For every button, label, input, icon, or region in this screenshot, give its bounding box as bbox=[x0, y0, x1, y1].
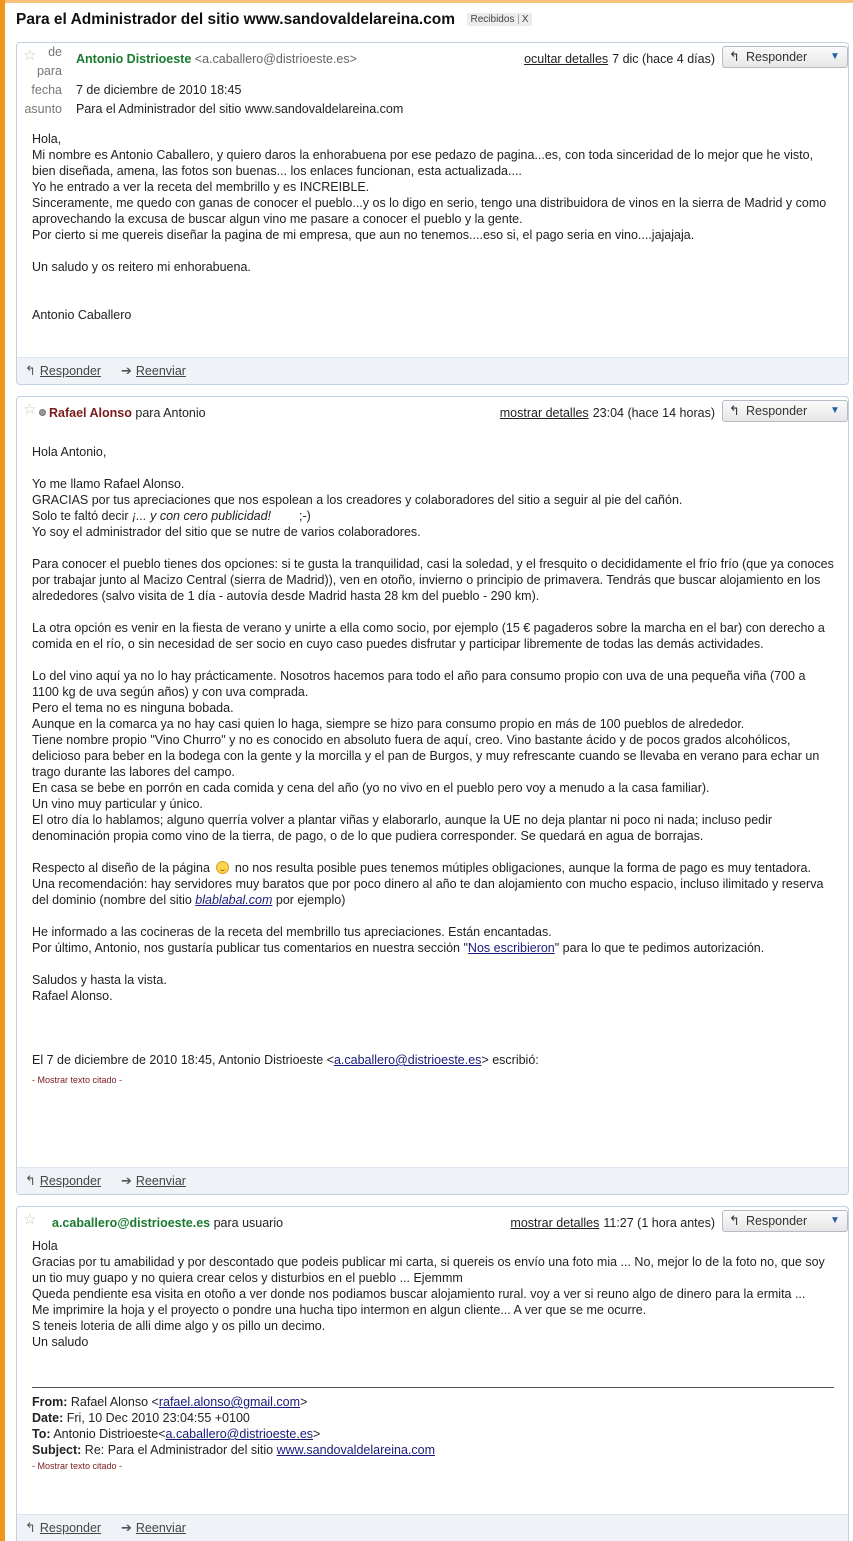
message-details bbox=[21, 43, 403, 119]
reply-icon: ↰ bbox=[25, 1173, 36, 1188]
show-quoted-text-link[interactable]: - Mostrar texto citado - bbox=[32, 1461, 123, 1471]
body-line bbox=[32, 508, 834, 524]
smiley-icon bbox=[216, 861, 229, 874]
body-line: Un saludo y os reitero mi enhorabuena. bbox=[32, 260, 251, 274]
sender-email: <a.caballero@distrioeste.es> bbox=[194, 52, 357, 66]
sender-line bbox=[39, 406, 206, 420]
detail-row-to bbox=[21, 62, 403, 81]
label-remove-icon[interactable]: X bbox=[521, 14, 529, 25]
quote-attribution bbox=[32, 1052, 834, 1068]
body-line: Hola Antonio, bbox=[32, 445, 107, 459]
quoted-email-link[interactable]: a.caballero@distrioeste.es bbox=[333, 1053, 482, 1067]
message-body bbox=[32, 1238, 834, 1472]
body-line bbox=[32, 940, 834, 956]
detail-value: Para el Administrador del sitio www.sandovaldelareina.com bbox=[76, 102, 404, 116]
star-icon[interactable]: ☆ bbox=[23, 401, 37, 418]
body-line bbox=[32, 876, 834, 908]
text-span: Fri, 10 Dec 2010 23:04:55 +0100 bbox=[66, 1411, 250, 1425]
body-line: Sinceramente, me quedo con ganas de conocer el pueblo...y os lo digo en serio, tengo una distribuidora de vinos en la sierra de Madrid y como aprovechando la excusa de buscar algun vino me pasare a conocer el pueblo y la gente. bbox=[32, 196, 827, 226]
forward-icon: ➔ bbox=[121, 1520, 132, 1535]
footer-reply-label: Responder bbox=[39, 1521, 102, 1535]
footer-reply-button[interactable] bbox=[25, 363, 101, 379]
dropdown-arrow-icon: ▼ bbox=[830, 405, 840, 416]
body-line bbox=[32, 860, 834, 876]
reply-button[interactable] bbox=[722, 400, 824, 422]
reply-icon: ↰ bbox=[25, 1520, 36, 1535]
reply-icon: ↰ bbox=[25, 363, 36, 378]
star-icon[interactable]: ☆ bbox=[23, 47, 37, 64]
fwd-date-row bbox=[32, 1410, 834, 1426]
reply-button[interactable] bbox=[722, 1210, 824, 1232]
text-span: no nos resulta posible pues tenemos mútiples obligaciones, aunque la forma de pago es muy tentadora. bbox=[234, 861, 811, 875]
forward-icon: ➔ bbox=[121, 363, 132, 378]
fwd-from-row bbox=[32, 1394, 834, 1410]
message-date: 11:27 (1 hora antes) bbox=[603, 1216, 715, 1230]
fwd-label: To: bbox=[32, 1427, 51, 1441]
show-details-link[interactable]: mostrar detalles bbox=[510, 1216, 600, 1230]
body-line: Un saludo bbox=[32, 1335, 89, 1349]
show-quoted-text-link[interactable]: - Mostrar texto citado - bbox=[32, 1075, 123, 1085]
footer-reply-label: Responder bbox=[39, 1174, 102, 1188]
body-line: Hola bbox=[32, 1239, 58, 1253]
thread-title: Para el Administrador del sitio www.sandovaldelareina.com bbox=[16, 11, 456, 28]
text-span: Por último, Antonio, nos gustaría publicar tus comentarios en nuestra sección " bbox=[32, 941, 468, 955]
body-line: GRACIAS por tus apreciaciones que nos espolean a los creadores y colaboradores del sitio a seguir al pie del cañón. bbox=[32, 493, 683, 507]
detail-row-date bbox=[21, 81, 403, 100]
recipient-text: para Antonio bbox=[135, 406, 206, 420]
label-chip-text: Recibidos bbox=[470, 14, 515, 25]
footer-forward-label: Reenviar bbox=[135, 1174, 186, 1188]
detail-key: de bbox=[48, 45, 62, 59]
dropdown-arrow-icon: ▼ bbox=[830, 1215, 840, 1226]
text-span: ;-) bbox=[299, 509, 311, 523]
body-line: Aunque en la comarca ya no hay casi quien lo haga, siempre se hizo para consumo propio en más de 100 pueblos de alrededor. bbox=[32, 717, 745, 731]
message-body bbox=[32, 131, 834, 323]
detail-key: asunto bbox=[24, 102, 62, 116]
body-line: Pero el tema no es ninguna bobada. bbox=[32, 701, 234, 715]
body-line: Lo del vino aquí ya no lo hay prácticamente. Nosotros hacemos para todo el año para consumo propio con uva de una pequeña viña (700 a 1100 kg de uva según años) y con uva comprada. bbox=[32, 669, 806, 699]
body-line: Yo soy el administrador del sitio que se nutre de varios colaboradores. bbox=[32, 525, 421, 539]
footer-forward-label: Reenviar bbox=[135, 1521, 186, 1535]
body-line: Un vino muy particular y único. bbox=[32, 797, 203, 811]
message-header bbox=[17, 397, 848, 431]
message-meta bbox=[524, 52, 715, 66]
footer-forward-label: Reenviar bbox=[135, 364, 186, 378]
message-body bbox=[32, 444, 834, 1086]
detail-key: fecha bbox=[31, 83, 62, 97]
message-meta bbox=[500, 406, 715, 420]
message-3 bbox=[16, 1206, 849, 1541]
body-line: Hola, bbox=[32, 132, 62, 146]
body-line: Antonio Caballero bbox=[32, 308, 132, 322]
fwd-label: From: bbox=[32, 1395, 68, 1409]
body-line: Yo me llamo Rafael Alonso. bbox=[32, 477, 185, 491]
body-line: Queda pendiente esa visita en otoño a ver donde nos podiamos buscar alojamiento rural. voy a ver si reuno algo de dinero para la ermita ... bbox=[32, 1287, 806, 1301]
fwd-subject-link[interactable]: www.sandovaldelareina.com bbox=[276, 1443, 435, 1457]
text-span: Rafael Alonso < bbox=[70, 1395, 159, 1409]
reply-button[interactable] bbox=[722, 46, 824, 68]
text-span: > escribió: bbox=[481, 1053, 539, 1067]
fwd-to-row bbox=[32, 1426, 834, 1442]
body-line: Por cierto si me quereis diseñar la pagina de mi empresa, que aun no tenemos....eso si, el pago seria en vino....jajajaja. bbox=[32, 228, 695, 242]
text-span: " para lo que te pedimos autorización. bbox=[554, 941, 765, 955]
top-accent-bar bbox=[0, 0, 853, 3]
label-chip-inbox[interactable]: Recibidos | X bbox=[467, 13, 533, 26]
body-line: Gracias por tu amabilidad y por descontado que podeis publicar mi carta, si quereis os envío una foto mia ... No, mejor lo de la foto no, que soy un tio muy guapo y no quiera crear celos y disturbios en el pueblo ... Ejemmm bbox=[32, 1255, 825, 1285]
left-accent-bar bbox=[0, 0, 5, 1541]
text-span: > bbox=[300, 1395, 308, 1409]
body-line: La otra opción es venir en la fiesta de verano y unirte a ella como socio, por ejemplo (15 € pagaderos sobre la marcha en el bar) con derecho a comida en el río, o sin necesidad de ser socio en cuyo caso puedes disfrutar y participar libremente de todas las demás actividades. bbox=[32, 621, 825, 651]
fwd-label: Subject: bbox=[32, 1443, 82, 1457]
footer-reply-label: Responder bbox=[39, 364, 102, 378]
reply-button-label: Responder bbox=[746, 404, 808, 418]
message-date: 23:04 (hace 14 horas) bbox=[592, 406, 715, 420]
show-details-link[interactable]: mostrar detalles bbox=[499, 406, 589, 420]
sender-name[interactable]: a.caballero@distrioeste.es bbox=[52, 1216, 211, 1230]
message-1 bbox=[16, 42, 849, 385]
detail-row-subject bbox=[21, 100, 403, 119]
more-options-dropdown[interactable] bbox=[823, 46, 848, 68]
body-line: Tiene nombre propio "Vino Churro" y no es conocido en absoluto fuera de aquí, creo. Vino bastante ácido y de pocos grados alcohólicos, delicioso para beber en la bodega con la gente y la morcilla y el pan de Burgos, y muy refrescante cuando se llevaba en verano para echar un trago durante las labores del campo. bbox=[32, 733, 820, 779]
forward-icon: ➔ bbox=[121, 1173, 132, 1188]
footer-reply-button[interactable] bbox=[25, 1520, 101, 1536]
reply-button-label: Responder bbox=[746, 50, 808, 64]
message-footer bbox=[17, 357, 848, 384]
footer-reply-button[interactable] bbox=[25, 1173, 101, 1189]
italic-link-text: blablabal.com bbox=[195, 893, 273, 907]
fwd-subject-row bbox=[32, 1442, 834, 1458]
recipient-text: para usuario bbox=[213, 1216, 284, 1230]
body-line: He informado a las cocineras de la receta del membrillo tus apreciaciones. Están encantadas. bbox=[32, 925, 552, 939]
sender-line bbox=[52, 1216, 283, 1230]
text-span: Re: Para el Administrador del sitio bbox=[84, 1443, 277, 1457]
text-span: Antonio Distrioeste< bbox=[53, 1427, 166, 1441]
footer-forward-button[interactable] bbox=[121, 1520, 186, 1536]
hide-details-link[interactable]: ocultar detalles bbox=[524, 52, 609, 66]
body-line: En casa se bebe en porrón en cada comida y cena del año (yo no vivo en el pueblo pero voy a menudo a la casa familiar). bbox=[32, 781, 710, 795]
detail-key: para bbox=[36, 64, 62, 78]
fwd-label: Date: bbox=[32, 1411, 64, 1425]
body-line: Para conocer el pueblo tienes dos opciones: si te gusta la tranquilidad, casi la soledad, y el fresquito o decididamente el frío frío (que ya conoces por trabajar junto al Macizo Central (sierra de Madrid)), ven en otoño, invierno o principio de primavera. Tendrás que buscar alojamiento en los alrededores (salvo visita de 1 día - autovía desde Madrid hasta 28 km del pueblo - 290 km). bbox=[32, 557, 834, 603]
body-line: El otro día lo hablamos; alguno querría volver a plantar viñas y elaborarlo, aunque la UE no deja plantar ni poco ni nada; incluso pedir denominación propia como vino de la tierra, de pago, o de lo que pudiera corresponder. Se quedará en agua de borrajas. bbox=[32, 813, 773, 843]
text-span: El 7 de diciembre de 2010 18:45, Antonio Distrioeste < bbox=[32, 1053, 334, 1067]
message-date: 7 dic (hace 4 días) bbox=[612, 52, 715, 66]
more-options-dropdown[interactable] bbox=[823, 400, 848, 422]
reply-icon: ↰ bbox=[729, 403, 740, 418]
thread-header bbox=[16, 11, 843, 37]
reply-icon: ↰ bbox=[729, 1213, 740, 1228]
example-domain-link[interactable] bbox=[195, 893, 272, 907]
text-span: Respecto al diseño de la página bbox=[32, 861, 210, 875]
forward-divider bbox=[32, 1387, 834, 1388]
italic-text: ¡... y con cero publicidad! bbox=[132, 509, 272, 523]
dropdown-arrow-icon: ▼ bbox=[830, 51, 840, 62]
star-icon[interactable]: ☆ bbox=[23, 1211, 37, 1228]
body-line: Mi nombre es Antonio Caballero, y quiero daros la enhorabuena por ese pedazo de pagina...es, con toda sinceridad de lo mejor que he visto, bien diseñada, amena, las fotos son buenas... los enlaces funcionan, esta actualizada.... bbox=[32, 148, 814, 178]
presence-status-icon bbox=[39, 409, 46, 416]
footer-forward-button[interactable] bbox=[121, 363, 186, 379]
detail-value: 7 de diciembre de 2010 18:45 bbox=[76, 83, 242, 97]
body-line: Me imprimire la hoja y el proyecto o pondre una hucha tipo intermon en algun cliente... A ver que se me ocurre. bbox=[32, 1303, 647, 1317]
text-span: Una recomendación: hay servidores muy baratos que por poco dinero al año te dan alojamiento con mucho espacio, incluso ilimitado y reserva del dominio (nombre del sitio bbox=[32, 877, 824, 907]
message-header bbox=[17, 1207, 848, 1241]
reply-button-label: Responder bbox=[746, 1214, 808, 1228]
message-footer bbox=[17, 1514, 848, 1541]
sender-name[interactable]: Antonio Distrioeste bbox=[76, 52, 192, 66]
forwarded-header bbox=[32, 1394, 834, 1458]
text-span: por ejemplo) bbox=[272, 893, 346, 907]
fwd-from-email-link[interactable]: rafael.alonso@gmail.com bbox=[158, 1395, 301, 1409]
nos-escribieron-link[interactable]: Nos escribieron bbox=[467, 941, 555, 955]
footer-forward-button[interactable] bbox=[121, 1173, 186, 1189]
reply-icon: ↰ bbox=[729, 49, 740, 64]
body-line: Saludos y hasta la vista. bbox=[32, 973, 167, 987]
body-line: Rafael Alonso. bbox=[32, 989, 113, 1003]
body-line: S teneis loteria de alli dime algo y os pillo un decimo. bbox=[32, 1319, 326, 1333]
fwd-to-email-link[interactable]: a.caballero@distrioeste.es bbox=[165, 1427, 314, 1441]
message-2 bbox=[16, 396, 849, 1195]
detail-row-from bbox=[21, 43, 403, 62]
body-line: Yo he entrado a ver la receta del membrillo y es INCREIBLE. bbox=[32, 180, 370, 194]
sender-name[interactable]: Rafael Alonso bbox=[49, 406, 132, 420]
message-footer bbox=[17, 1167, 848, 1194]
text-span: Solo te faltó decir bbox=[32, 509, 133, 523]
message-meta bbox=[510, 1216, 715, 1230]
text-span: > bbox=[313, 1427, 321, 1441]
more-options-dropdown[interactable] bbox=[823, 1210, 848, 1232]
